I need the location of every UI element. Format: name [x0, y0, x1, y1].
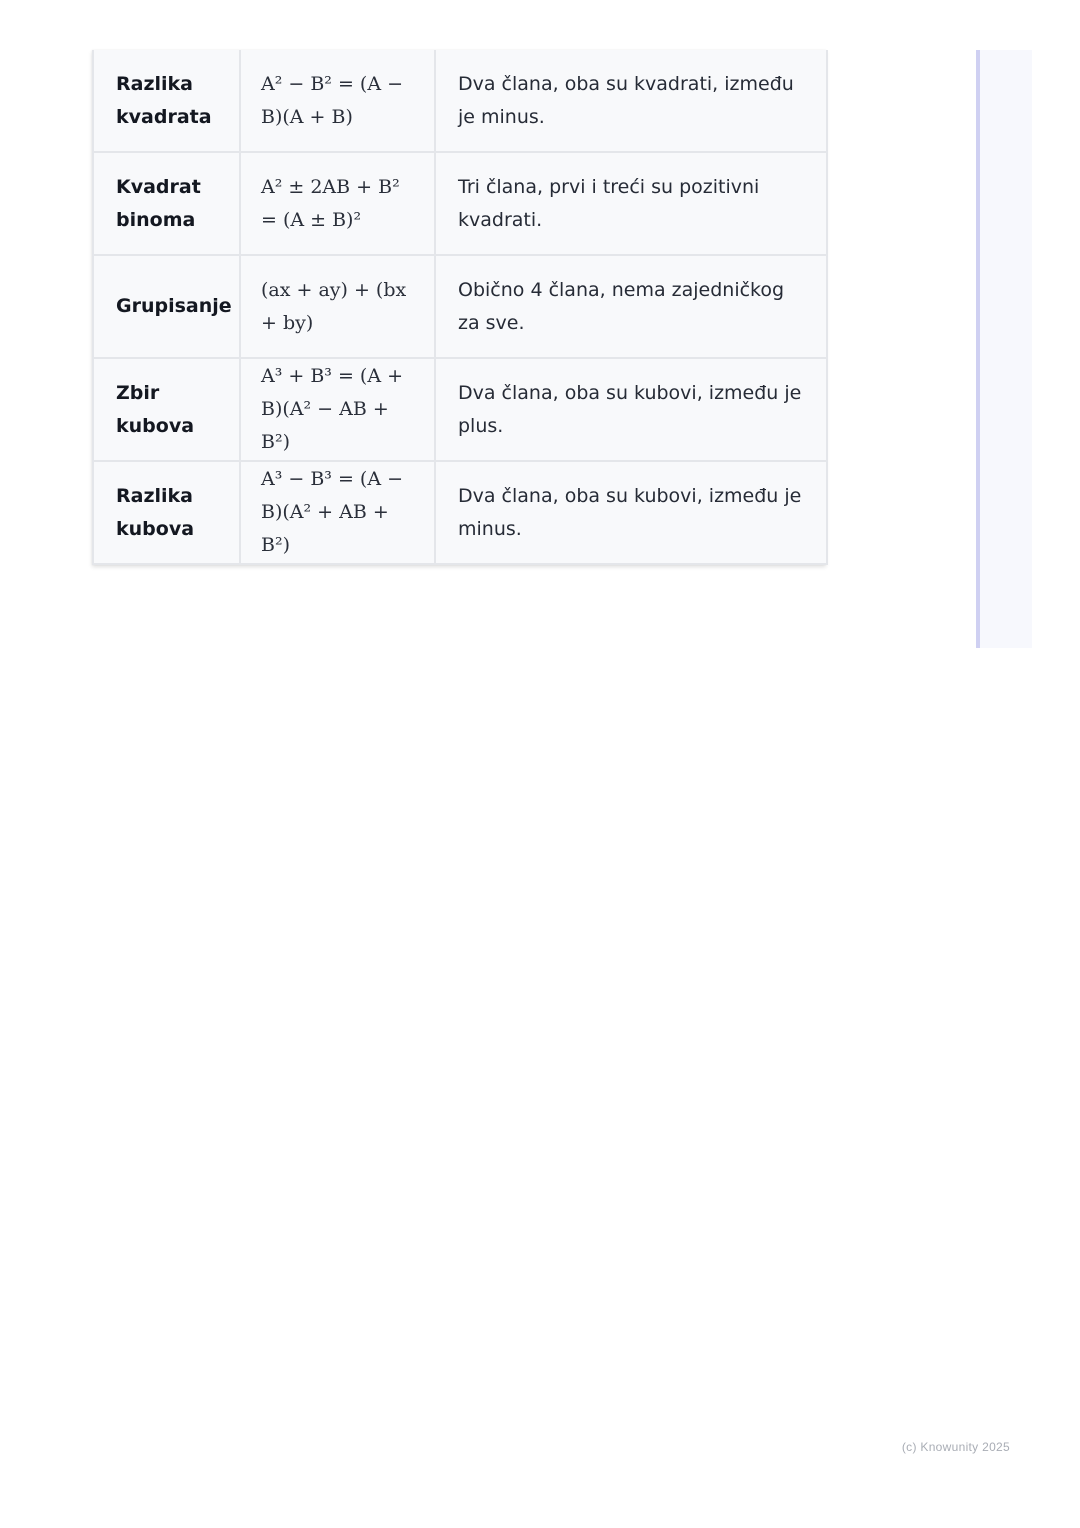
- method-name: Grupisanje: [93, 255, 240, 358]
- method-description: Obično 4 člana, nema zajedničkog za sve.: [435, 255, 827, 358]
- method-name: Kvadrat binoma: [93, 152, 240, 255]
- copyright-footer: (c) Knowunity 2025: [901, 1440, 1010, 1454]
- factoring-table: [92, 50, 826, 565]
- method-name: Zbir kubova: [93, 358, 240, 461]
- method-description: Dva člana, oba su kvadrati, između je minus.: [435, 50, 827, 152]
- method-description: Dva člana, oba su kubovi, između je plus.: [435, 358, 827, 461]
- method-formula: A³ − B³ = (A − B)(A² + AB + B²): [240, 461, 435, 564]
- method-name: Razlika kubova: [93, 461, 240, 564]
- table-row: [93, 358, 827, 461]
- method-description: Dva člana, oba su kubovi, između je minus.: [435, 461, 827, 564]
- table-row: [93, 152, 827, 255]
- method-formula: A³ + B³ = (A + B)(A² − AB + B²): [240, 358, 435, 461]
- method-name: Razlika kvadrata: [93, 50, 240, 152]
- method-description: Tri člana, prvi i treći su pozitivni kvadrati.: [435, 152, 827, 255]
- side-callout-bar: [976, 50, 1032, 648]
- table-row: [93, 461, 827, 564]
- table-row: [93, 255, 827, 358]
- method-formula: A² − B² = (A − B)(A + B): [240, 50, 435, 152]
- table-row: [93, 50, 827, 152]
- method-formula: A² ± 2AB + B² = (A ± B)²: [240, 152, 435, 255]
- method-formula: (ax + ay) + (bx + by): [240, 255, 435, 358]
- factoring-methods-table: [92, 50, 828, 565]
